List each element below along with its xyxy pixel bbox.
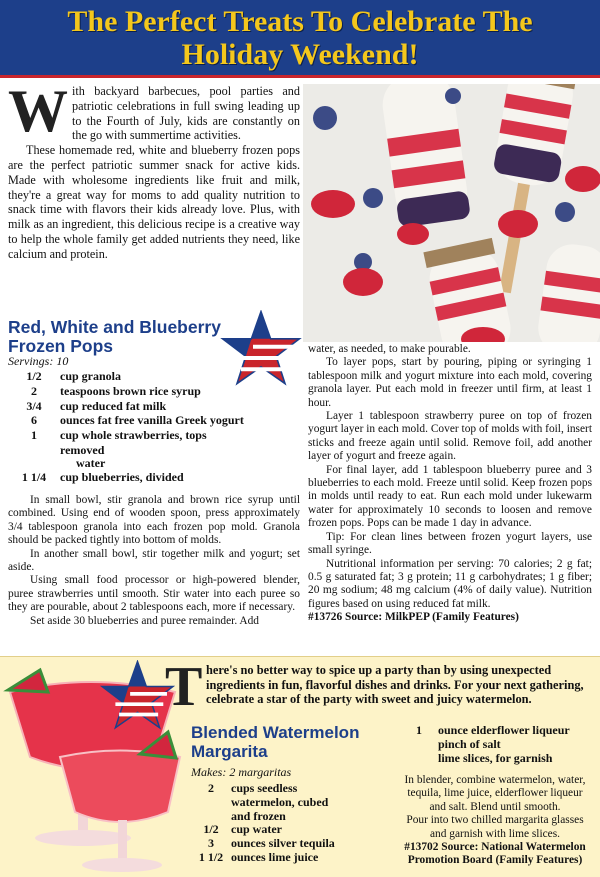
- step-paragraph: Pour into two chilled margarita glasses and garnish with lime slices.: [406, 814, 584, 840]
- ingredient-qty: 6: [31, 413, 37, 427]
- ingredient-row: [191, 850, 391, 864]
- banner: [0, 0, 600, 78]
- makes: Makes: 2 margaritas: [191, 765, 292, 779]
- recipe-title-line-1: Red, White and Blueberry: [8, 317, 221, 337]
- recipe-steps-right: [308, 343, 592, 625]
- step-paragraph: In small bowl, stir granola and brown rice syrup until combined. Using end of wooden spoon, press approximately 3/4 tablespoon granola into each frozen pop mold. Granola should be packed tightly into bottom of molds.: [8, 494, 300, 547]
- ingredient-qty: 3: [208, 836, 214, 850]
- ingredient-row: [8, 369, 298, 384]
- ingredient-text: cup granola: [60, 369, 122, 383]
- step-paragraph: Layer 1 tablespoon strawberry puree on top of frozen yogurt layer in each mold. Cover top of molds with foil, insert sticks and freeze again until solid. Remove foil, add another layer of yogurt and freeze again.: [308, 410, 592, 463]
- ingredient-qty: 1/2: [203, 822, 219, 836]
- frozen-pops-image: [303, 84, 600, 342]
- ingredient-row: [8, 456, 298, 471]
- headline-line-2: Holiday Weekend!: [181, 37, 419, 71]
- ingredient-row: [400, 737, 596, 751]
- ingredient-text: teaspoons brown rice syrup: [60, 384, 201, 398]
- step-paragraph: Tip: For clean lines between frozen yogurt layers, use small syringe.: [308, 530, 592, 557]
- ingredient-row: [8, 428, 298, 457]
- ingredient-text: cup whole strawberries, tops removed: [60, 428, 207, 457]
- drop-cap: W: [8, 78, 68, 144]
- drop-cap: T: [165, 656, 203, 718]
- frozen-pops-photo: [303, 84, 600, 342]
- ingredient-text: water: [76, 456, 106, 470]
- ingredient-text: ounces silver tequila: [231, 836, 335, 850]
- recipe-title-margarita: [191, 723, 359, 761]
- step-paragraph: Using small food processor or high-powered blender, puree strawberries until smooth. Stir water into each puree so they are pourable, about 2 tablespoons each, more if necessary.: [8, 574, 300, 614]
- recipe-title-frozen-pops: [8, 318, 221, 356]
- step-paragraph: In blender, combine watermelon, water, tequila, lime juice, elderflower liqueur and salt. Blend until smooth.: [404, 774, 586, 813]
- ingredient-text: ounce elderflower liqueur: [438, 723, 570, 737]
- ingredient-text: lime slices, for garnish: [438, 751, 553, 765]
- ingredient-text: ounces lime juice: [231, 850, 319, 864]
- flag-star-icon: [100, 660, 175, 730]
- ingredient-qty: 1: [31, 428, 37, 442]
- ingredient-text: cup water: [231, 822, 282, 836]
- recipe-title-line-2: Frozen Pops: [8, 336, 114, 356]
- step-paragraph: Nutritional information per serving: 70 calories; 2 g fat; 0.5 g saturated fat; 3 g protein; 11 g carbohydrates; 1 g fiber; 20 mg sodium; 48 mg calcium (4% of daily value). Nutrition figures based on using reduced fat milk.: [308, 557, 592, 610]
- watermelon-intro: here's no better way to spice up a party than by using unexpected ingredients in fun, flavorful dishes and drinks. For your next gathering, celebrate a star of the party with sweet and juicy watermelon.: [206, 663, 584, 707]
- ingredient-row: [191, 781, 391, 823]
- ingredient-qty: 1 1/2: [198, 850, 224, 864]
- headline-line-1: The Perfect Treats To Celebrate The: [67, 4, 533, 38]
- ingredient-qty: 1 1/4: [21, 470, 47, 484]
- recipe-steps-left: [8, 494, 300, 628]
- margarita-steps: [398, 774, 592, 868]
- recipe-title-line-1: Blended Watermelon: [191, 723, 360, 742]
- ingredient-text: cup reduced fat milk: [60, 399, 167, 413]
- intro-article: [8, 78, 300, 262]
- step-paragraph: For final layer, add 1 tablespoon blueberry puree and 3 blueberries to each mold. Freeze until solid. Keep frozen pops in molds until ready to eat. Run each mold under lukewarm water for approximately 10 seconds to loosen and remove frozen pops. Pops can be made 1 day in advance.: [308, 463, 592, 530]
- ingredient-row: [8, 413, 298, 428]
- ingredient-qty: 1/2: [26, 369, 42, 383]
- intro-paragraph-2: These homemade red, white and blueberry frozen pops are the perfect patriotic summer snack for active kids. Made with wholesome ingredients like fruit and milk, they're a great way for moms to add quality nutrition to snack time with flavors their kids already love. Plus, with milk as an ingredient, this delicious recipe is a creative way to help the whole family get added nutrients they need, like calcium and protein.: [8, 143, 300, 261]
- step-paragraph: To layer pops, start by pouring, piping or syringing 1 tablespoon milk and yogurt mixture into each mold, covering granola layer. Put each mold in freezer until firm, at least 1 hour.: [308, 356, 592, 409]
- ingredient-qty: 2: [208, 781, 214, 795]
- ingredient-qty: 3/4: [26, 399, 42, 413]
- recipe-title-line-2: Margarita: [191, 742, 268, 761]
- step-paragraph: Set aside 30 blueberries and puree remainder. Add: [30, 614, 260, 627]
- ingredient-row: [191, 836, 391, 850]
- ingredient-text: cups seedless watermelon, cubed and frozen: [231, 781, 329, 823]
- ingredient-text: pinch of salt: [438, 737, 501, 751]
- ingredient-row: [8, 470, 298, 485]
- ingredient-row: [8, 384, 298, 399]
- ingredient-row: [400, 751, 596, 765]
- source-credit: #13726 Source: MilkPEP (Family Features): [308, 611, 519, 624]
- ingredient-text: ounces fat free vanilla Greek yogurt: [60, 413, 244, 427]
- ingredient-qty: 2: [31, 384, 37, 398]
- ingredient-row: [8, 399, 298, 414]
- ingredient-text: cup blueberries, divided: [60, 470, 184, 484]
- servings: Servings: 10: [8, 354, 69, 368]
- source-credit: #13702 Source: National Watermelon Promotion Board (Family Features): [404, 841, 586, 867]
- intro-paragraph-1: ith backyard barbecues, pool parties and patriotic celebrations in full swing leading up to the Fourth of July, kids are constantly on the go with summertime activities.: [72, 84, 300, 143]
- ingredient-qty: 1: [416, 723, 422, 737]
- step-paragraph: In another small bowl, stir together milk and yogurt; set aside.: [8, 547, 300, 574]
- ingredient-row: [191, 822, 391, 836]
- ingredient-row: [400, 723, 596, 737]
- step-paragraph: water, as needed, to make pourable.: [308, 343, 471, 355]
- headline: [67, 5, 532, 71]
